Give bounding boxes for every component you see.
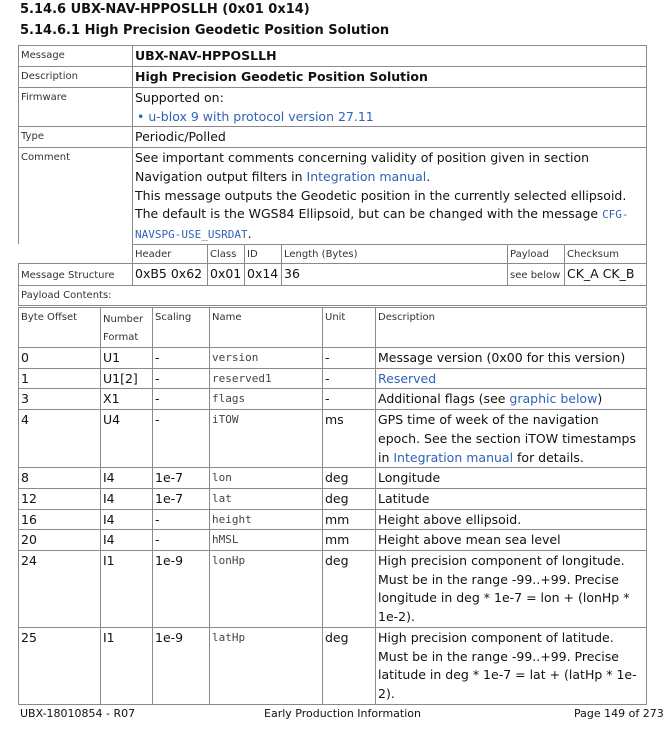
- desc-text-b: for details.: [513, 449, 584, 465]
- col-header-format: Number Format: [101, 308, 153, 348]
- row-format: I4: [101, 530, 153, 551]
- row-scaling: 1e-7: [153, 468, 210, 489]
- message-value: UBX-NAV-HPPOSLLH: [133, 46, 647, 67]
- table-row: [19, 348, 647, 369]
- firmware-label: Firmware: [19, 88, 133, 127]
- row-offset: 25: [19, 627, 101, 704]
- row-unit: deg: [323, 468, 376, 489]
- row-scaling: 1e-7: [153, 488, 210, 509]
- row-unit: -: [323, 368, 376, 389]
- payload-contents-label: Payload Contents:: [19, 286, 647, 306]
- row-description: Message version (0x00 for this version): [376, 348, 647, 369]
- row-name: lon: [210, 468, 323, 489]
- row-unit: mm: [323, 530, 376, 551]
- row-name: hMSL: [210, 530, 323, 551]
- firmware-supported: Supported on:: [135, 90, 224, 105]
- desc-text-a: Additional flags (see: [378, 391, 510, 407]
- row-description: High precision component of longitude. Must be in the range -99..+99. Precise longitude in deg * 1e-7 = lon + (lonHp * 1e-2).: [376, 551, 647, 628]
- row-scaling: -: [153, 509, 210, 530]
- col-header-offset: Byte Offset: [19, 308, 101, 348]
- footer-page-number: Page 149 of 273: [574, 707, 664, 720]
- row-unit: ms: [323, 410, 376, 468]
- firmware-version-link[interactable]: u-blox 9 with protocol version 27.11: [148, 108, 374, 124]
- col-header-description: Description: [376, 308, 647, 348]
- row-offset: 1: [19, 368, 101, 389]
- type-label: Type: [19, 127, 133, 148]
- row-name: version: [210, 348, 323, 369]
- subsection-heading: 5.14.6.1 High Precision Geodetic Position Solution: [20, 23, 390, 38]
- table-row: [19, 530, 647, 551]
- row-offset: 4: [19, 410, 101, 468]
- row-name: height: [210, 509, 323, 530]
- desc-text-b: ): [597, 391, 603, 407]
- row-format: I4: [101, 509, 153, 530]
- row-offset: 24: [19, 551, 101, 628]
- row-name: lonHp: [210, 551, 323, 628]
- structure-payload-value: see below: [508, 264, 565, 286]
- table-row: [19, 389, 647, 410]
- structure-header-class: Class: [208, 245, 245, 264]
- row-offset: 8: [19, 468, 101, 489]
- row-name: latHp: [210, 627, 323, 704]
- row-format: U4: [101, 410, 153, 468]
- description-value: High Precision Geodetic Position Solution: [133, 67, 647, 88]
- row-name: flags: [210, 389, 323, 410]
- row-description: Latitude: [376, 488, 647, 509]
- row-format: I4: [101, 488, 153, 509]
- row-description: Height above mean sea level: [376, 530, 647, 551]
- row-description: Height above ellipsoid.: [376, 509, 647, 530]
- row-offset: 0: [19, 348, 101, 369]
- section-heading: 5.14.6 UBX-NAV-HPPOSLLH (0x01 0x14): [20, 2, 310, 17]
- row-unit: -: [323, 348, 376, 369]
- structure-header-length: Length (Bytes): [282, 245, 508, 264]
- row-offset: 20: [19, 530, 101, 551]
- table-row: [19, 468, 647, 489]
- row-description: [376, 389, 647, 410]
- row-format: I4: [101, 468, 153, 489]
- table-row: [19, 627, 647, 704]
- bullet-icon: •: [137, 108, 145, 124]
- row-unit: mm: [323, 509, 376, 530]
- row-offset: 3: [19, 389, 101, 410]
- structure-empty-corner: [19, 245, 133, 264]
- col-header-name: Name: [210, 308, 323, 348]
- row-format: U1[2]: [101, 368, 153, 389]
- col-header-unit: Unit: [323, 308, 376, 348]
- row-name: lat: [210, 488, 323, 509]
- row-unit: deg: [323, 488, 376, 509]
- comment-paragraph-2: [135, 187, 644, 245]
- integration-manual-link[interactable]: Integration manual: [306, 168, 427, 184]
- row-description: [376, 410, 647, 468]
- row-description: Longitude: [376, 468, 647, 489]
- cfg-navspg-link[interactable]: CFG-NAVSPG-USE_USRDAT: [135, 208, 629, 241]
- row-offset: 12: [19, 488, 101, 509]
- row-unit: deg: [323, 551, 376, 628]
- comment-text-1a: See important comments concerning validity of position given in section Navigation output filters in: [135, 150, 590, 184]
- message-info-table: [18, 45, 647, 246]
- structure-length-value: 36: [282, 264, 508, 286]
- row-scaling: 1e-9: [153, 551, 210, 628]
- desc-text-a: GPS time of week of the navigation epoch. See the section iTOW timestamps in: [378, 412, 637, 465]
- row-unit: deg: [323, 627, 376, 704]
- table-row: [19, 551, 647, 628]
- graphic-below-link[interactable]: graphic below: [509, 391, 598, 407]
- message-structure-table: [18, 244, 647, 306]
- footer-doc-id: UBX-18010854 - R07: [20, 707, 136, 720]
- row-description: [376, 368, 647, 389]
- comment-text-2b: .: [247, 225, 252, 241]
- comment-text-1b: .: [426, 168, 431, 184]
- structure-header-value: 0xB5 0x62: [133, 264, 208, 286]
- row-description: High precision component of latitude. Must be in the range -99..+99. Precise latitude in deg * 1e-7 = lat + (latHp * 1e-2).: [376, 627, 647, 704]
- description-label: Description: [19, 67, 133, 88]
- comment-cell: [133, 148, 647, 246]
- structure-header-payload: Payload: [508, 245, 565, 264]
- row-format: I1: [101, 551, 153, 628]
- row-scaling: -: [153, 348, 210, 369]
- structure-header-id: ID: [245, 245, 282, 264]
- message-label: Message: [19, 46, 133, 67]
- firmware-cell: [133, 88, 647, 127]
- table-row: [19, 410, 647, 468]
- integration-manual-link[interactable]: Integration manual: [393, 449, 514, 465]
- row-scaling: -: [153, 368, 210, 389]
- row-name: reserved1: [210, 368, 323, 389]
- row-name: iTOW: [210, 410, 323, 468]
- row-scaling: -: [153, 530, 210, 551]
- row-offset: 16: [19, 509, 101, 530]
- type-value: Periodic/Polled: [133, 127, 647, 148]
- structure-id-value: 0x14: [245, 264, 282, 286]
- row-format: X1: [101, 389, 153, 410]
- row-scaling: -: [153, 389, 210, 410]
- row-scaling: 1e-9: [153, 627, 210, 704]
- reserved-link[interactable]: Reserved: [378, 370, 437, 386]
- row-format: I1: [101, 627, 153, 704]
- table-row: [19, 368, 647, 389]
- structure-label: Message Structure: [19, 264, 133, 286]
- structure-header-header: Header: [133, 245, 208, 264]
- structure-checksum-value: CK_A CK_B: [565, 264, 647, 286]
- structure-class-value: 0x01: [208, 264, 245, 286]
- structure-header-checksum: Checksum: [565, 245, 647, 264]
- comment-paragraph-1: [135, 149, 644, 186]
- payload-table: [18, 307, 647, 705]
- table-row: [19, 488, 647, 509]
- comment-text-2a: This message outputs the Geodetic position in the currently selected ellipsoid. The default is the WGS84 Ellipsoid, but can be changed with the message: [135, 187, 627, 222]
- footer-status: Early Production Information: [264, 707, 421, 720]
- row-unit: -: [323, 389, 376, 410]
- table-row: [19, 509, 647, 530]
- row-format: U1: [101, 348, 153, 369]
- col-header-scaling: Scaling: [153, 308, 210, 348]
- row-scaling: -: [153, 410, 210, 468]
- comment-label: Comment: [19, 148, 133, 246]
